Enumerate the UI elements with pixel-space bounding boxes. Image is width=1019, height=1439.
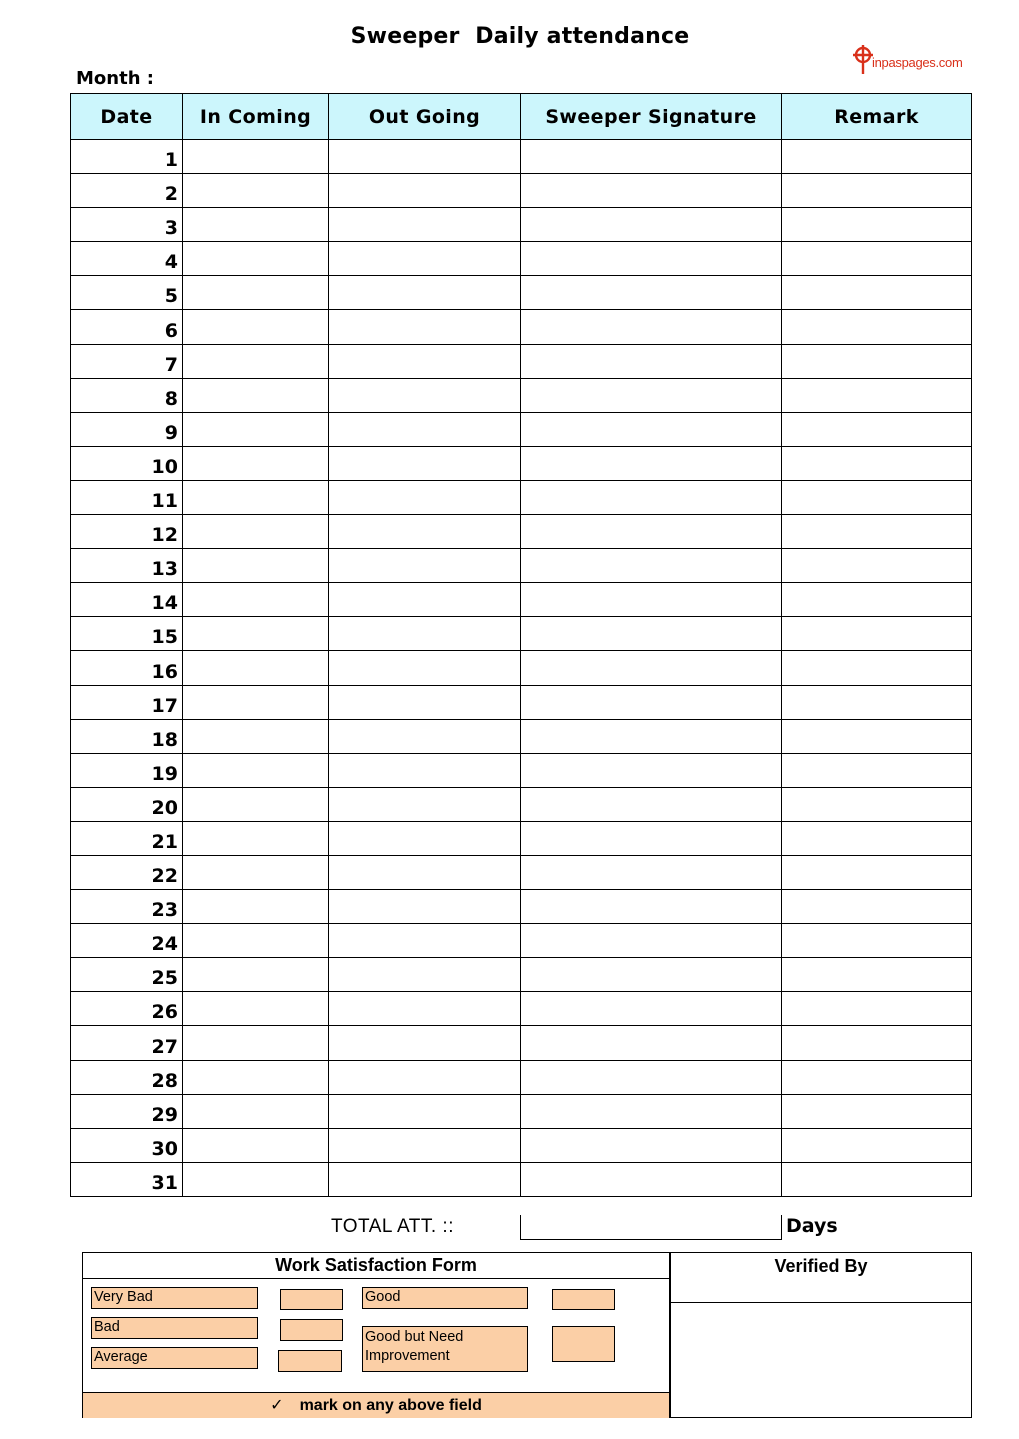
in-coming-cell[interactable] [183,1094,329,1128]
out-going-cell[interactable] [329,140,521,174]
remark-cell[interactable] [782,651,972,685]
signature-cell[interactable] [521,1162,782,1196]
date-cell: 24 [71,924,183,958]
signature-cell[interactable] [521,515,782,549]
signature-cell[interactable] [521,821,782,855]
signature-cell[interactable] [521,242,782,276]
out-going-cell[interactable] [329,719,521,753]
satisfaction-instruction: mark on any above field [299,1397,482,1414]
out-going-cell[interactable] [329,208,521,242]
table-row [71,855,972,889]
date-cell: 22 [71,855,183,889]
signature-cell[interactable] [521,310,782,344]
out-going-cell[interactable] [329,174,521,208]
date-cell: 16 [71,651,183,685]
table-row [71,651,972,685]
attendance-table [70,93,972,1197]
date-cell: 5 [71,276,183,310]
in-coming-cell[interactable] [183,378,329,412]
table-row [71,412,972,446]
logo-icon [852,44,874,74]
signature-cell[interactable] [521,958,782,992]
in-coming-cell[interactable] [183,787,329,821]
table-row [71,208,972,242]
out-going-cell[interactable] [329,446,521,480]
table-row [71,617,972,651]
date-cell: 12 [71,515,183,549]
remark-cell[interactable] [782,480,972,514]
out-going-cell[interactable] [329,753,521,787]
remark-cell[interactable] [782,344,972,378]
in-coming-cell[interactable] [183,958,329,992]
in-coming-cell[interactable] [183,174,329,208]
table-row [71,480,972,514]
date-cell: 30 [71,1128,183,1162]
signature-cell[interactable] [521,753,782,787]
date-cell: 27 [71,1026,183,1060]
out-going-cell[interactable] [329,855,521,889]
in-coming-cell[interactable] [183,515,329,549]
date-cell: 14 [71,583,183,617]
date-cell: 13 [71,549,183,583]
table-row [71,276,972,310]
signature-cell[interactable] [521,412,782,446]
signature-cell[interactable] [521,617,782,651]
out-going-cell[interactable] [329,821,521,855]
remark-cell[interactable] [782,242,972,276]
table-row [71,958,972,992]
signature-cell[interactable] [521,855,782,889]
verified-by-box [670,1252,972,1418]
table-row [71,753,972,787]
signature-cell[interactable] [521,378,782,412]
table-row [71,787,972,821]
out-going-cell[interactable] [329,924,521,958]
remark-cell[interactable] [782,992,972,1026]
in-coming-cell[interactable] [183,1026,329,1060]
remark-cell[interactable] [782,1162,972,1196]
remark-cell[interactable] [782,821,972,855]
signature-cell[interactable] [521,549,782,583]
option-very-bad: Very Bad [91,1287,258,1309]
column-header-out-going: Out Going [329,94,521,140]
date-cell: 2 [71,174,183,208]
column-header-date: Date [71,94,183,140]
out-going-cell[interactable] [329,310,521,344]
in-coming-cell[interactable] [183,753,329,787]
date-cell: 11 [71,480,183,514]
in-coming-cell[interactable] [183,276,329,310]
signature-cell[interactable] [521,685,782,719]
table-row [71,1060,972,1094]
out-going-cell[interactable] [329,958,521,992]
in-coming-cell[interactable] [183,480,329,514]
out-going-cell[interactable] [329,276,521,310]
out-going-cell[interactable] [329,1060,521,1094]
days-label: Days [786,1215,838,1237]
remark-cell[interactable] [782,276,972,310]
signature-cell[interactable] [521,276,782,310]
in-coming-cell[interactable] [183,412,329,446]
date-cell: 4 [71,242,183,276]
checkbox-bad[interactable] [280,1319,343,1341]
in-coming-cell[interactable] [183,344,329,378]
table-row [71,549,972,583]
in-coming-cell[interactable] [183,208,329,242]
checkbox-average[interactable] [278,1350,342,1372]
remark-cell[interactable] [782,855,972,889]
out-going-cell[interactable] [329,651,521,685]
out-going-cell[interactable] [329,1094,521,1128]
date-cell: 28 [71,1060,183,1094]
out-going-cell[interactable] [329,617,521,651]
remark-cell[interactable] [782,310,972,344]
in-coming-cell[interactable] [183,855,329,889]
date-cell: 7 [71,344,183,378]
total-attendance-field[interactable] [520,1215,782,1240]
out-going-cell[interactable] [329,344,521,378]
date-cell: 29 [71,1094,183,1128]
column-header-remark: Remark [782,94,972,140]
remark-cell[interactable] [782,924,972,958]
table-row [71,719,972,753]
out-going-cell[interactable] [329,890,521,924]
remark-cell[interactable] [782,1094,972,1128]
out-going-cell[interactable] [329,412,521,446]
remark-cell[interactable] [782,208,972,242]
date-cell: 19 [71,753,183,787]
date-cell: 1 [71,140,183,174]
satisfaction-footer [83,1392,669,1418]
signature-cell[interactable] [521,787,782,821]
satisfaction-title: Work Satisfaction Form [83,1253,669,1279]
signature-cell[interactable] [521,1060,782,1094]
date-cell: 25 [71,958,183,992]
date-cell: 10 [71,446,183,480]
table-row [71,310,972,344]
remark-cell[interactable] [782,1128,972,1162]
date-cell: 23 [71,890,183,924]
remark-cell[interactable] [782,685,972,719]
in-coming-cell[interactable] [183,583,329,617]
remark-cell[interactable] [782,515,972,549]
table-row [71,685,972,719]
out-going-cell[interactable] [329,1128,521,1162]
table-row [71,821,972,855]
signature-cell[interactable] [521,583,782,617]
out-going-cell[interactable] [329,242,521,276]
signature-cell[interactable] [521,1128,782,1162]
in-coming-cell[interactable] [183,1060,329,1094]
date-cell: 20 [71,787,183,821]
checkbox-good[interactable] [552,1289,615,1310]
remark-cell[interactable] [782,958,972,992]
signature-cell[interactable] [521,208,782,242]
in-coming-cell[interactable] [183,617,329,651]
date-cell: 31 [71,1162,183,1196]
option-good-but-need-improvement: Good but Need Improvement [362,1326,528,1372]
checkbox-good-but-need-improvement[interactable] [552,1326,615,1362]
remark-cell[interactable] [782,787,972,821]
date-cell: 17 [71,685,183,719]
out-going-cell[interactable] [329,480,521,514]
in-coming-cell[interactable] [183,890,329,924]
signature-cell[interactable] [521,651,782,685]
column-header-in-coming: In Coming [183,94,329,140]
date-cell: 8 [71,378,183,412]
table-row [71,583,972,617]
remark-cell[interactable] [782,174,972,208]
column-header-signature: Sweeper Signature [521,94,782,140]
signature-cell[interactable] [521,890,782,924]
remark-cell[interactable] [782,753,972,787]
date-cell: 3 [71,208,183,242]
signature-cell[interactable] [521,174,782,208]
checkbox-very-bad[interactable] [280,1289,343,1310]
remark-cell[interactable] [782,1060,972,1094]
in-coming-cell[interactable] [183,924,329,958]
signature-cell[interactable] [521,344,782,378]
total-attendance-label: TOTAL ATT. :: [331,1216,454,1237]
date-cell: 15 [71,617,183,651]
logo [852,44,962,76]
table-row [71,924,972,958]
remark-cell[interactable] [782,549,972,583]
option-good: Good [362,1287,528,1309]
date-cell: 6 [71,310,183,344]
table-row [71,174,972,208]
in-coming-cell[interactable] [183,651,329,685]
date-cell: 18 [71,719,183,753]
page-title: Sweeper Daily attendance [350,24,690,49]
in-coming-cell[interactable] [183,719,329,753]
in-coming-cell[interactable] [183,549,329,583]
remark-cell[interactable] [782,617,972,651]
month-label: Month : [76,68,154,89]
option-average: Average [91,1347,258,1369]
table-row [71,446,972,480]
table-row [71,1128,972,1162]
table-row [71,992,972,1026]
table-row [71,890,972,924]
table-row [71,242,972,276]
in-coming-cell[interactable] [183,685,329,719]
table-row [71,140,972,174]
in-coming-cell[interactable] [183,821,329,855]
in-coming-cell[interactable] [183,310,329,344]
remark-cell[interactable] [782,378,972,412]
out-going-cell[interactable] [329,583,521,617]
checkmark-icon: ✓ [270,1395,284,1414]
date-cell: 21 [71,821,183,855]
in-coming-cell[interactable] [183,1128,329,1162]
remark-cell[interactable] [782,890,972,924]
date-cell: 9 [71,412,183,446]
out-going-cell[interactable] [329,549,521,583]
table-row [71,378,972,412]
remark-cell[interactable] [782,446,972,480]
signature-cell[interactable] [521,924,782,958]
out-going-cell[interactable] [329,378,521,412]
remark-cell[interactable] [782,583,972,617]
remark-cell[interactable] [782,719,972,753]
out-going-cell[interactable] [329,685,521,719]
logo-text: inpaspages.com [872,55,963,70]
in-coming-cell[interactable] [183,242,329,276]
remark-cell[interactable] [782,1026,972,1060]
option-bad: Bad [91,1317,258,1339]
in-coming-cell[interactable] [183,140,329,174]
out-going-cell[interactable] [329,515,521,549]
table-row [71,1026,972,1060]
signature-cell[interactable] [521,992,782,1026]
out-going-cell[interactable] [329,992,521,1026]
table-row [71,344,972,378]
verified-by-label: Verified By [671,1253,971,1303]
signature-cell[interactable] [521,1026,782,1060]
signature-cell[interactable] [521,719,782,753]
table-row [71,1094,972,1128]
signature-cell[interactable] [521,140,782,174]
in-coming-cell[interactable] [183,992,329,1026]
table-header-row [71,94,972,140]
in-coming-cell[interactable] [183,1162,329,1196]
signature-cell[interactable] [521,1094,782,1128]
remark-cell[interactable] [782,140,972,174]
out-going-cell[interactable] [329,1026,521,1060]
table-row [71,1162,972,1196]
table-row [71,515,972,549]
remark-cell[interactable] [782,412,972,446]
signature-cell[interactable] [521,446,782,480]
signature-cell[interactable] [521,480,782,514]
out-going-cell[interactable] [329,787,521,821]
in-coming-cell[interactable] [183,446,329,480]
work-satisfaction-form [82,1252,670,1418]
date-cell: 26 [71,992,183,1026]
out-going-cell[interactable] [329,1162,521,1196]
